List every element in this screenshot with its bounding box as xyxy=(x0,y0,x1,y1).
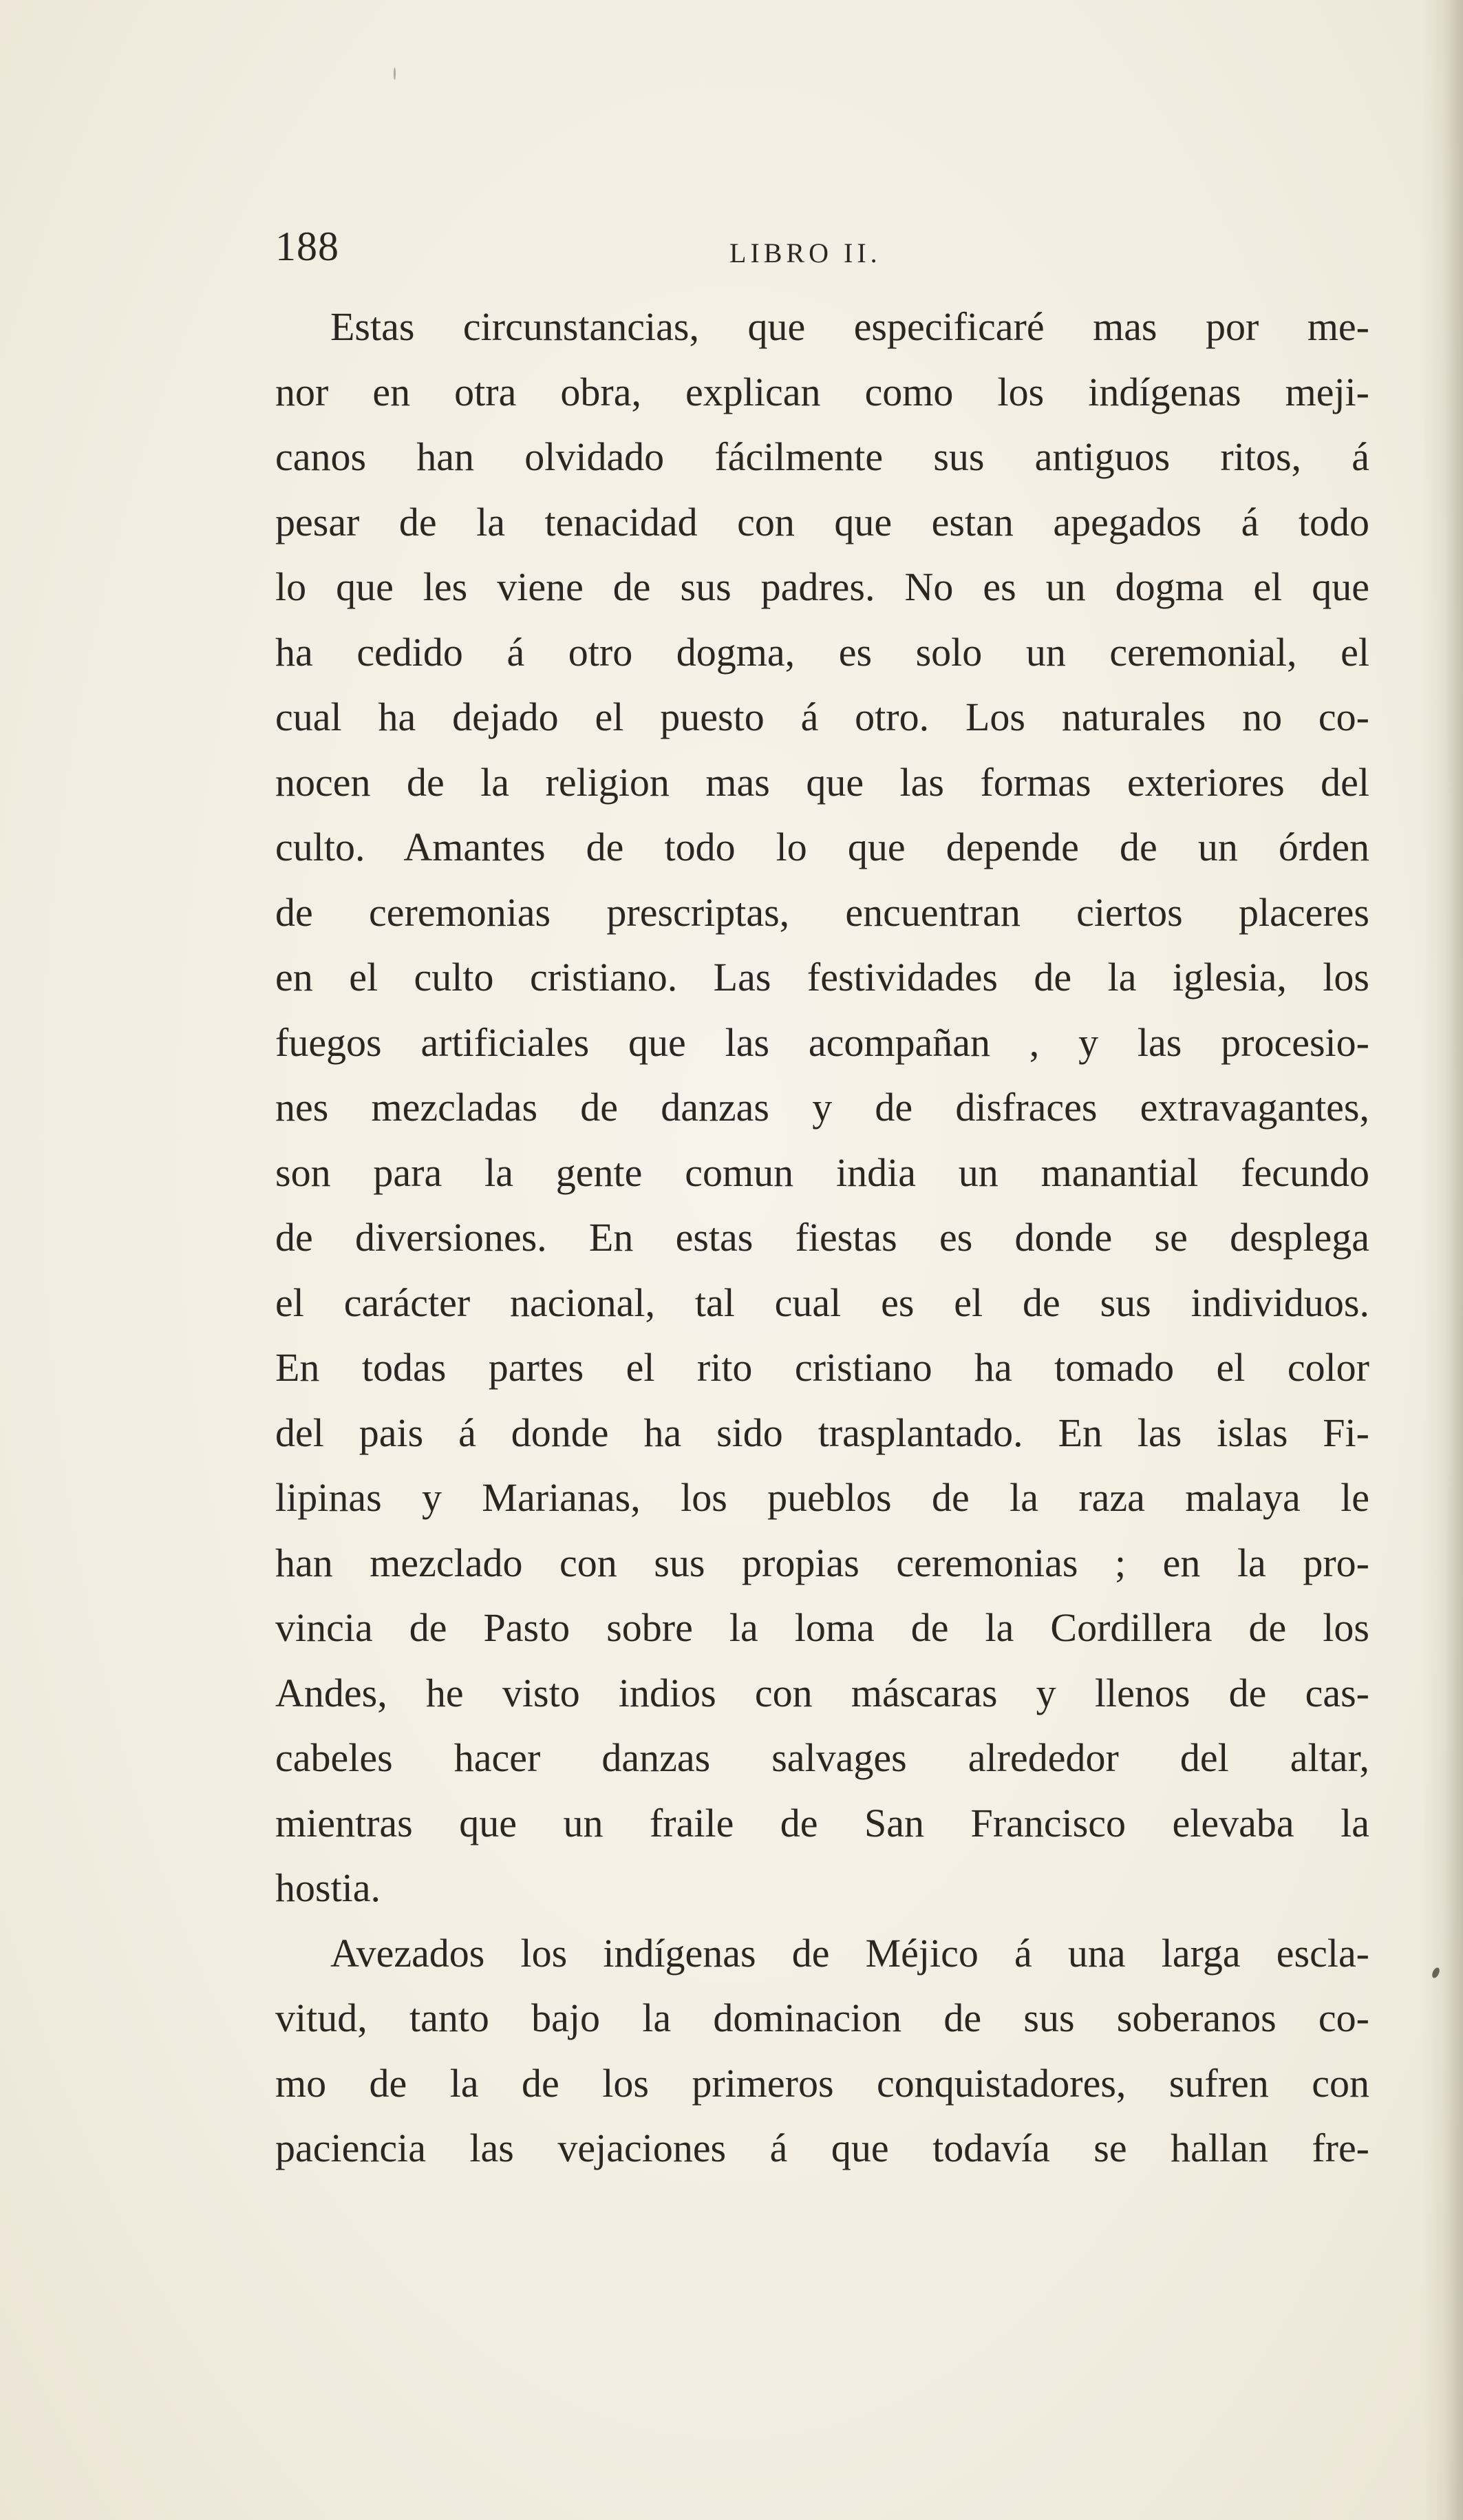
text-line: en el culto cristiano. Las festividades de la iglesia, los xyxy=(275,955,1369,999)
text-line: hostia. xyxy=(275,1865,381,1910)
text-line: En todas partes el rito cristiano ha tomado el color xyxy=(275,1345,1369,1390)
ink-speck xyxy=(394,67,396,80)
text-line: fuegos artificiales que las acompañan , y las procesio- xyxy=(275,1019,1369,1065)
text-line: el carácter nacional, tal cual es el de sus individuos. xyxy=(275,1280,1369,1325)
text-line: mo de la de los primeros conquistadores, sufren con xyxy=(275,2060,1369,2106)
text-line: cabeles hacer danzas salvages alrededor del altar, xyxy=(275,1735,1369,1780)
text-line: paciencia las vejaciones á que todavía se hallan fre- xyxy=(275,2126,1369,2170)
body-text xyxy=(275,295,1369,2181)
text-line: nes mezcladas de danzas y de disfraces extravagantes, xyxy=(275,1085,1369,1130)
text-line: de diversiones. En estas fiestas es donde se desplega xyxy=(275,1215,1369,1260)
text-line: del pais á donde ha sido trasplantado. En las islas Fi- xyxy=(275,1410,1369,1455)
text-line: nocen de la religion mas que las formas exteriores del xyxy=(275,759,1369,805)
text-line: lo que les viene de sus padres. No es un dogma el que xyxy=(275,564,1369,609)
text-line: pesar de la tenacidad con que estan apegados á todo xyxy=(275,499,1369,544)
text-line: canos han olvidado fácilmente sus antiguos ritos, á xyxy=(275,434,1369,479)
text-line: son para la gente comun india un manantial fecundo xyxy=(275,1150,1369,1195)
text-line: mientras que un fraile de San Francisco elevaba la xyxy=(275,1800,1369,1845)
text-line: Avezados los indígenas de Méjico á una larga escla- xyxy=(330,1930,1369,1976)
text-line: vincia de Pasto sobre la loma de la Cordillera de los xyxy=(275,1605,1369,1650)
page-number: 188 xyxy=(275,224,339,269)
text-line: de ceremonias prescriptas, encuentran ciertos placeres xyxy=(275,889,1369,935)
text-line: Andes, he visto indios con máscaras y llenos de cas- xyxy=(275,1670,1369,1715)
text-line: vitud, tanto bajo la dominacion de sus soberanos co- xyxy=(275,1995,1369,2040)
page-edge-shadow xyxy=(1422,0,1463,2520)
text-line: nor en otra obra, explican como los indígenas meji- xyxy=(275,369,1369,414)
text-line: han mezclado con sus propias ceremonias ; en la pro- xyxy=(275,1540,1369,1585)
page-header xyxy=(275,219,1369,274)
paragraph-1 xyxy=(275,295,1369,1921)
text-line: culto. Amantes de todo lo que depende de un órden xyxy=(275,825,1369,869)
text-line: ha cedido á otro dogma, es solo un ceremonial, el xyxy=(275,629,1369,675)
text-line: Estas circunstancias, que especificaré mas por me- xyxy=(330,304,1369,349)
text-line: cual ha dejado el puesto á otro. Los naturales no co- xyxy=(275,695,1369,739)
text-line: lipinas y Marianas, los pueblos de la raza malaya le xyxy=(275,1475,1369,1520)
running-head: LIBRO II. xyxy=(729,237,882,268)
paragraph-2 xyxy=(275,1921,1369,2181)
